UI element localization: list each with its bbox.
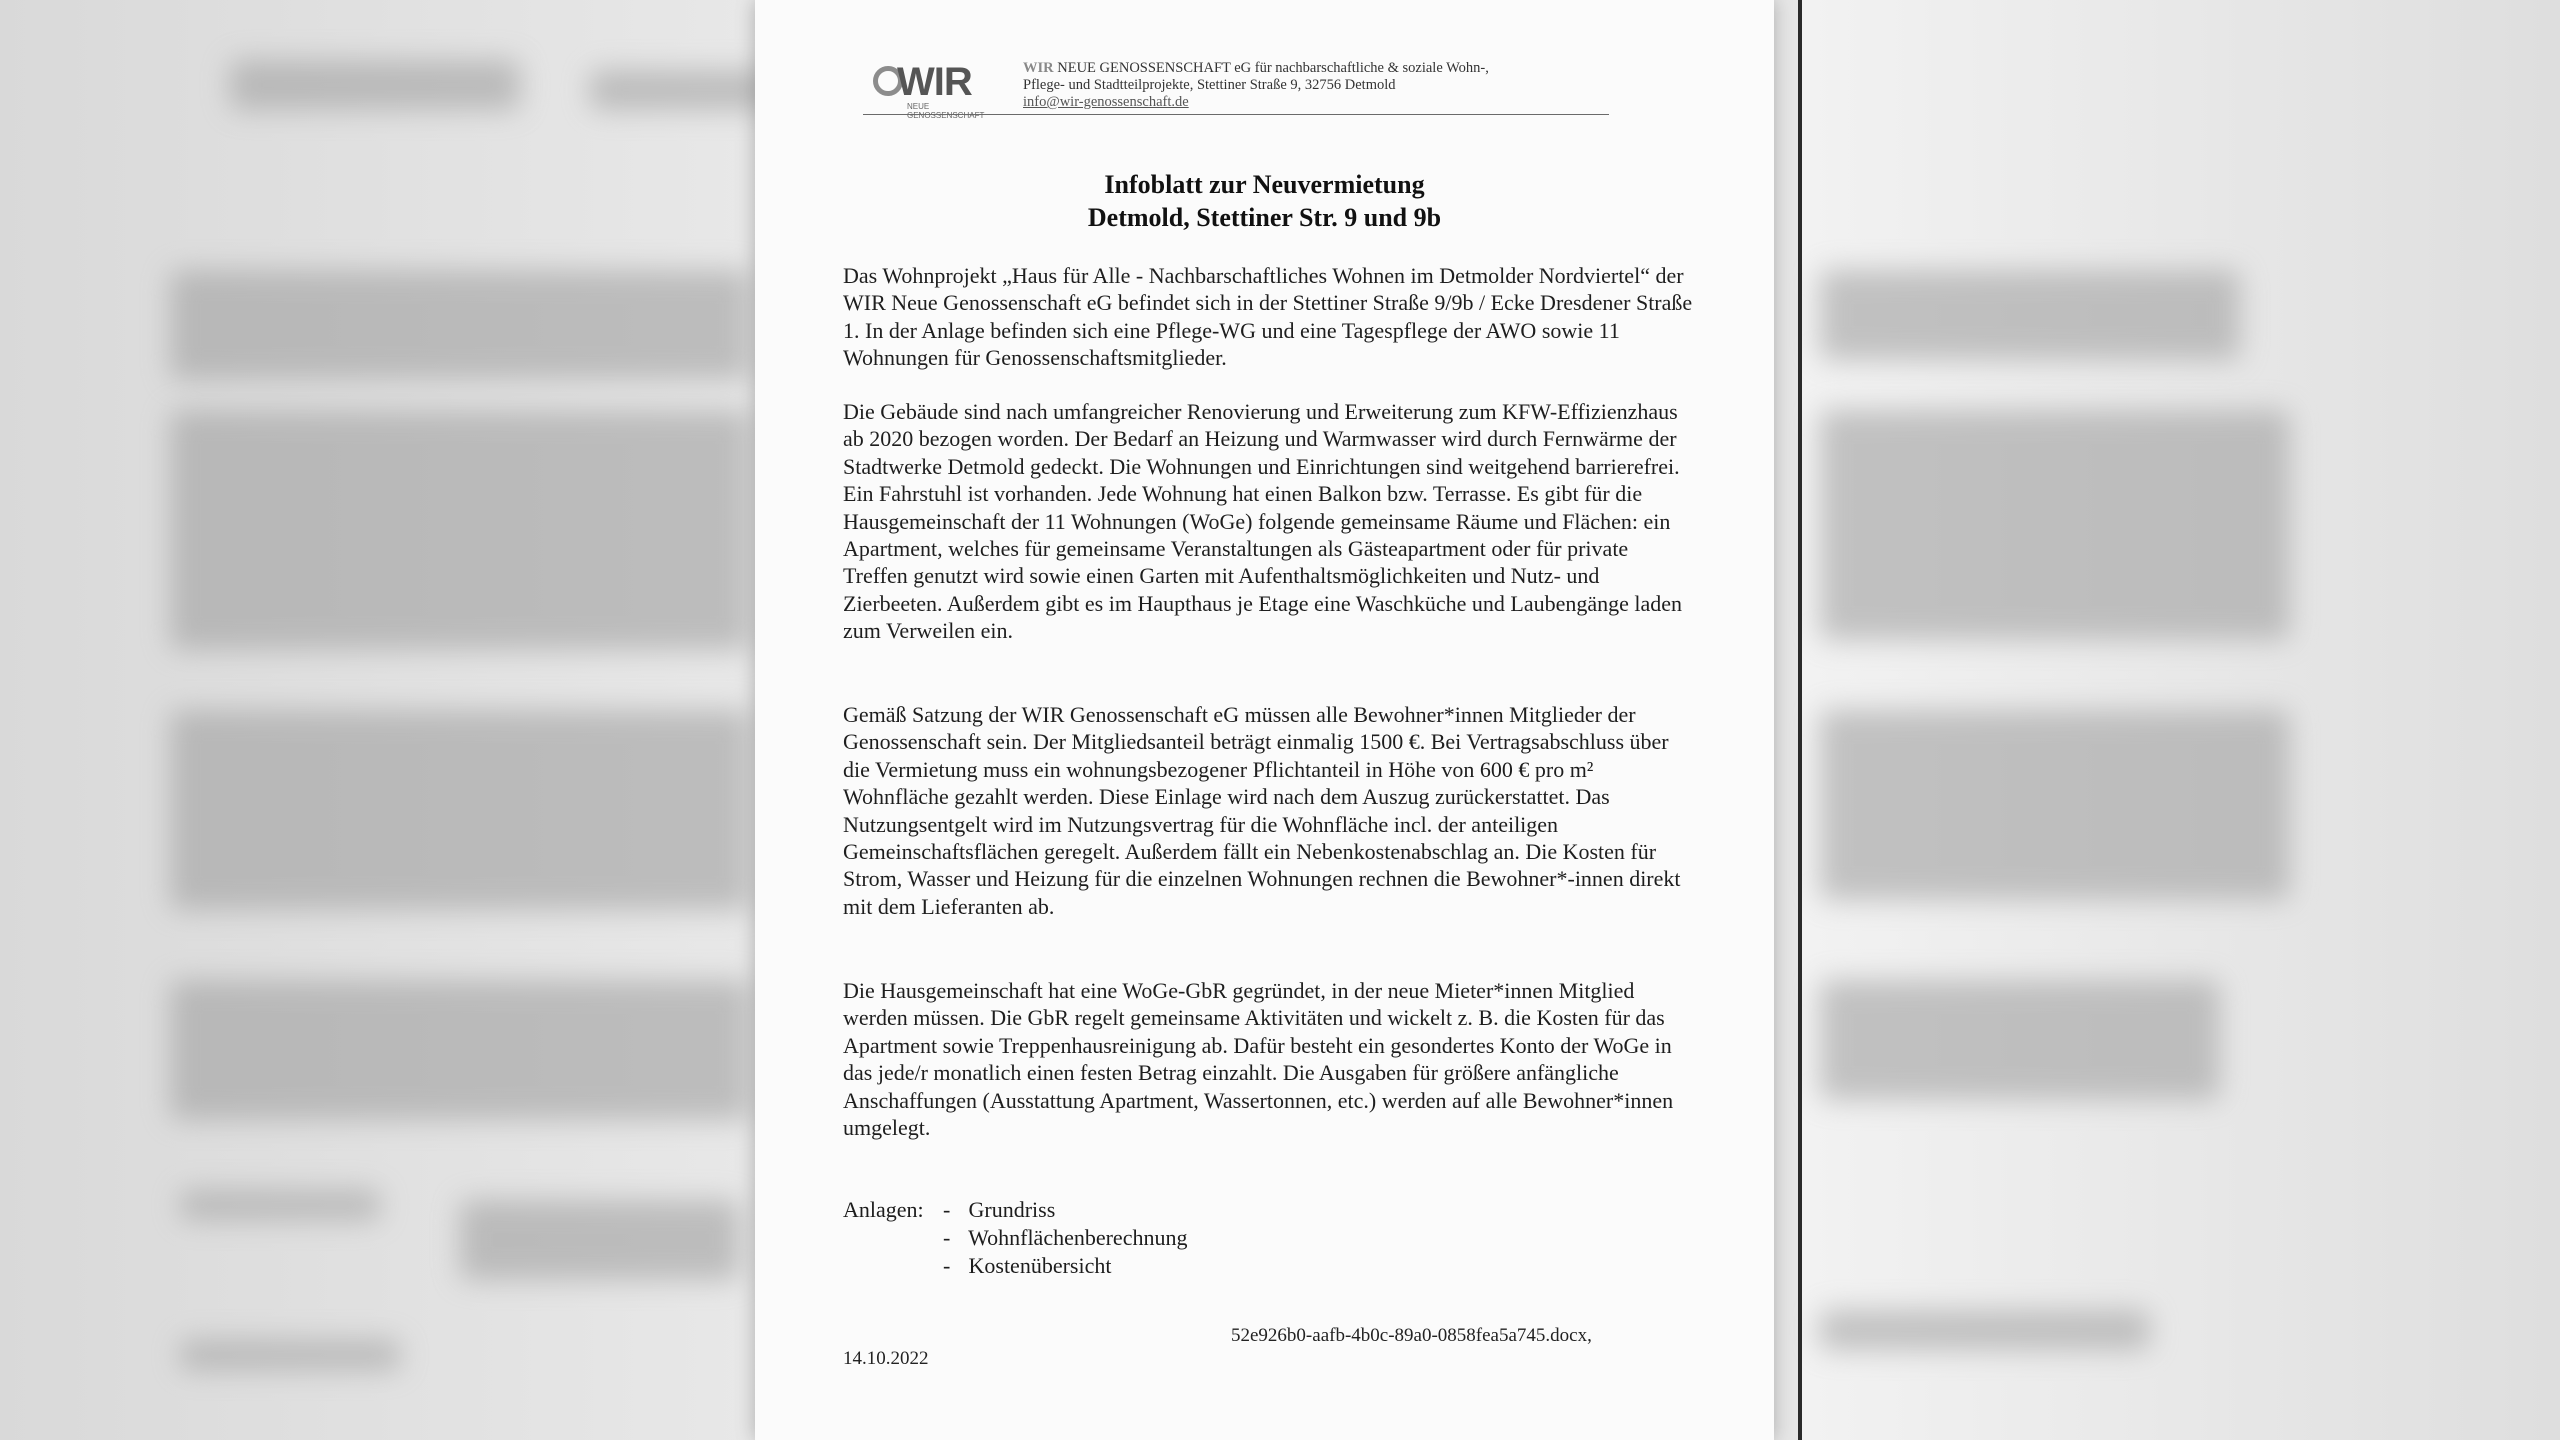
blur-block — [460, 1200, 740, 1280]
attachment-kosten: Kostenübersicht — [968, 1253, 1112, 1278]
org-wir: WIR — [1023, 60, 1054, 76]
blur-block — [1820, 410, 2290, 640]
attachment-item: - Wohnflächenberechnung — [943, 1225, 1188, 1250]
blur-block — [1820, 980, 2220, 1100]
page-edge — [1798, 0, 1802, 1440]
blur-block — [1820, 270, 2240, 360]
logo-subtitle: NEUE GENOSSENSCHAFT — [907, 102, 985, 120]
org-line-1 — [1023, 60, 1489, 77]
blur-block — [170, 410, 750, 650]
blur-block — [170, 270, 750, 380]
blur-block — [1820, 1310, 2150, 1350]
paragraph-membership: Gemäß Satzung der WIR Genossenschaft eG müssen alle Bewohner*innen Mitglieder der Genossenschaft sein. Der Mitgliedsanteil beträgt einmalig 1500 €. Bei Vertragsabschluss über die Vermietung muss ein wohnungsbezogener Pflichtanteil in Höhe von 600 € pro m² Wohnfläche gezahlt werden. Diese Einlage wird nach dem Auszug zurückerstattet. Das Nutzungsentgelt wird im Nutzungsvertrag für die Wohnfläche incl. der anteiligen Gemeinschaftsflächen geregelt. Außerdem fällt ein Nebenkostenabschlag an. Die Kosten für Strom, Wasser und Heizung für die einzelnen Wohnungen rechnen die Bewohner*-innen direkt mit dem Lieferanten ab. — [843, 702, 1681, 919]
letterhead — [863, 54, 1609, 120]
attachments-label: Anlagen: — [843, 1197, 924, 1222]
blur-block — [230, 60, 520, 110]
blur-block — [170, 710, 750, 910]
org-email-link[interactable]: info@wir-genossenschaft.de — [1023, 94, 1189, 110]
attachment-item: - Grundriss — [943, 1197, 1056, 1222]
paragraph-buildings: Die Gebäude sind nach umfangreicher Renovierung und Erweiterung zum KFW-Effizienzhaus ab 2020 bezogen worden. Der Bedarf an Heizung und Warmwasser wird durch Fernwärme der Stadtwerke Detmold gedeckt. Die Wohnungen und Einrichtungen sind weitgehend barrierefrei. Ein Fahrstuhl ist vorhanden. Jede Wohnung hat einen Balkon bzw. Terrasse. Es gibt für die Hausgemeinschaft der 11 Wohnungen (WoGe) folgende gemeinsame Räume und Flächen: ein Apartment, welches für gemeinsame Veranstaltungen als Gästeapartment oder für private Treffen genutzt wird sowie einen Garten mit Aufenthaltsmöglichkeiten und Nutz- und Zierbeeten. Außerdem gibt es im Haupthaus je Etage eine Waschküche und Laubengänge laden zum Verweilen ein. — [843, 399, 1683, 644]
blur-block — [180, 1340, 400, 1370]
document-filename: 52e926b0-aafb-4b0c-89a0-0858fea5a745.docx, — [1231, 1325, 1592, 1346]
wir-logo — [867, 60, 997, 120]
title-line-2: Detmold, Stettiner Str. 9 und 9b — [1087, 203, 1442, 232]
scanned-document — [755, 0, 1774, 1440]
organization-address — [1023, 60, 1489, 111]
attachment-wohnflaechen: Wohnflächenberechnung — [968, 1225, 1188, 1250]
attachment-grundriss: Grundriss — [968, 1197, 1056, 1222]
blur-block — [1820, 710, 2290, 900]
blur-block — [170, 980, 750, 1120]
blur-block — [590, 70, 770, 110]
paragraph-woge-gbr: Die Hausgemeinschaft hat eine WoGe-GbR gegründet, in der neue Mieter*innen Mitglied werden müssen. Die GbR regelt gemeinsame Aktivitäten und wickelt z. B. die Kosten für das Apartment sowie Treppenhausreinigung ab. Dafür besteht ein gesondertes Konto der WoGe in das jede/r monatlich einen festen Betrag einzahlt. Die Ausgaben für größere anfängliche Anschaffungen (Ausstattung Apartment, Wassertonnen, etc.) werden auf alle Bewohner*innen umgelegt. — [843, 978, 1674, 1141]
blur-block — [180, 1190, 380, 1220]
document-title — [755, 168, 1774, 234]
document-date: 14.10.2022 — [843, 1348, 929, 1369]
title-line-1: Infoblatt zur Neuvermietung — [1104, 170, 1425, 199]
attachments-items — [943, 1196, 1343, 1280]
org-line-2: Pflege- und Stadtteilprojekte, Stettiner Straße 9, 32756 Detmold — [1023, 77, 1396, 93]
paragraph-intro: Das Wohnprojekt „Haus für Alle - Nachbarschaftliches Wohnen im Detmolder Nordviertel“ der WIR Neue Genossenschaft eG befindet sich in der Stettiner Straße 9/9b / Ecke Dresdener Straße 1. In der Anlage befinden sich eine Pflege-WG und eine Tagespflege der AWO sowie 11 Wohnungen für Genossenschaftsmitglieder. — [843, 263, 1693, 371]
logo-wordmark: WIR — [897, 60, 972, 104]
attachment-item: - Kostenübersicht — [943, 1253, 1112, 1278]
org-name: NEUE GENOSSENSCHAFT eG für nachbarschaftliche & soziale Wohn-, — [1053, 60, 1489, 76]
